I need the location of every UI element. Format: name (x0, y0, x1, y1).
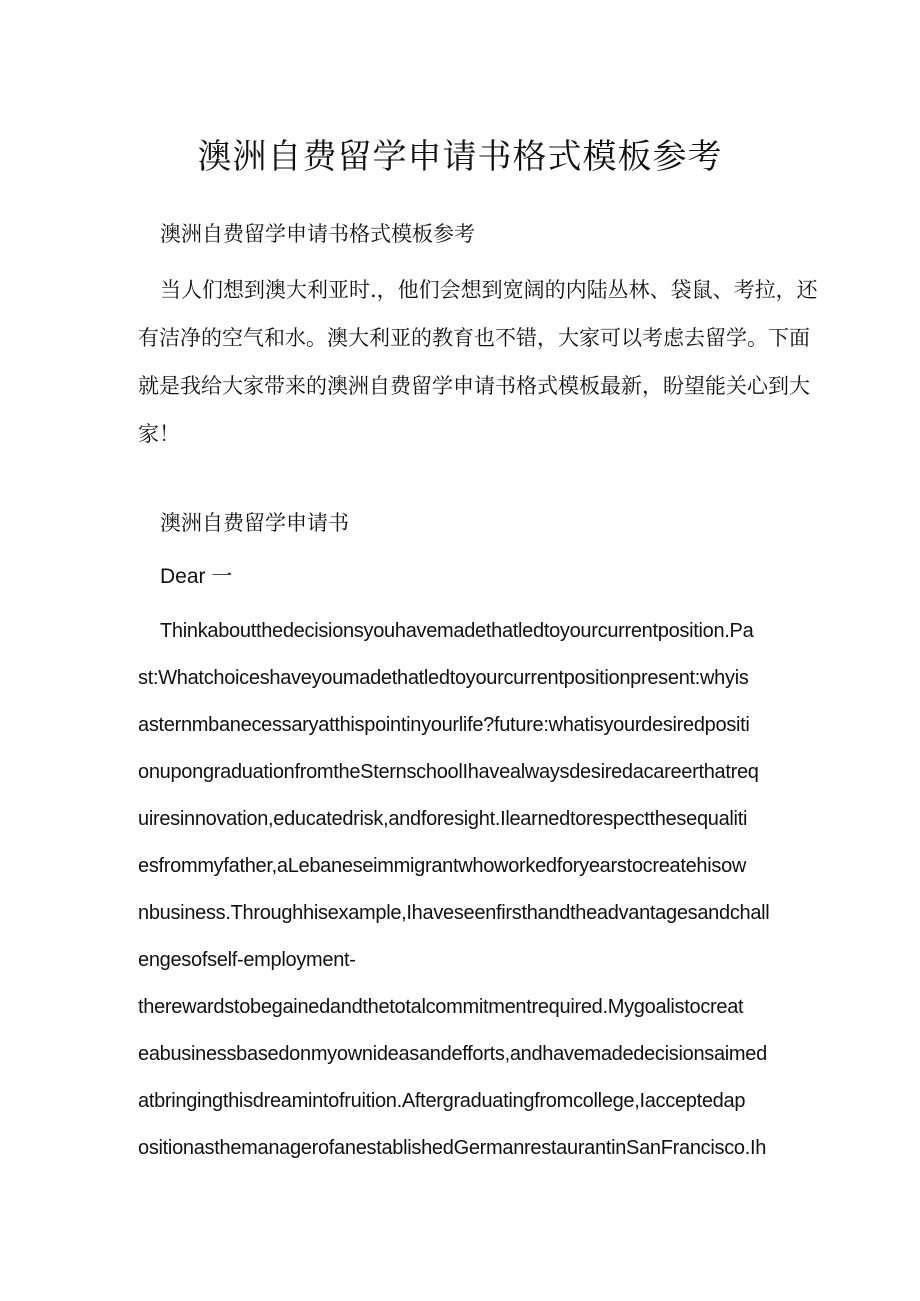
body-line: st:Whatchoiceshaveyoumadethatledtoyourcurrentpositionpresent:whyis (138, 667, 749, 689)
document-subtitle: 澳洲自费留学申请书格式模板参考 (160, 222, 475, 246)
letter-body (138, 608, 783, 1172)
body-line: uiresinnovation,educatedrisk,andforesight.Ilearnedtorespectthesequaliti (138, 808, 748, 830)
section-heading: 澳洲自费留学申请书 (160, 511, 349, 535)
body-line: onupongraduationfromtheSternschoolIhavealwaysdesiredacareerthatreq (138, 761, 759, 783)
intro-line: 当人们想到澳大利亚时.，他们会想到宽阔的内陆丛林、袋鼠、考拉，还 (160, 278, 818, 302)
body-line: eabusinessbasedonmyownideasandefforts,andhavemadedecisionsaimed (138, 1043, 767, 1065)
body-line: engesofself-employment- (138, 949, 356, 971)
body-line: esfrommyfather,aLebaneseimmigrantwhoworkedforyearstocreatehisow (138, 855, 747, 877)
intro-line: 有洁净的空气和水。澳大利亚的教育也不错，大家可以考虑去留学。下面 (138, 326, 810, 350)
letter-salutation: Dear 一 (160, 565, 233, 588)
body-line: asternmbanecessaryatthispointinyourlife?future:whatisyourdesiredpositi (138, 714, 750, 736)
body-line: therewardstobegainedandthetotalcommitmentrequired.Mygoalistocreat (138, 996, 744, 1018)
body-line: ositionasthemanagerofanestablishedGermanrestaurantinSanFrancisco.Ih (138, 1137, 767, 1159)
body-line: atbringingthisdreamintofruition.Aftergraduatingfromcollege,Iacceptedap (138, 1090, 746, 1112)
intro-line: 家！ (138, 422, 180, 446)
body-line: nbusiness.Throughhisexample,Ihaveseenfirsthandtheadvantagesandchall (138, 902, 770, 924)
intro-paragraph (138, 266, 818, 458)
body-line: Thinkaboutthedecisionsyouhavemadethatledtoyourcurrentposition.Pa (160, 620, 754, 642)
document-title: 澳洲自费留学申请书格式模板参考 (197, 137, 723, 177)
intro-line: 就是我给大家带来的澳洲自费留学申请书格式模板最新，盼望能关心到大 (138, 374, 810, 398)
